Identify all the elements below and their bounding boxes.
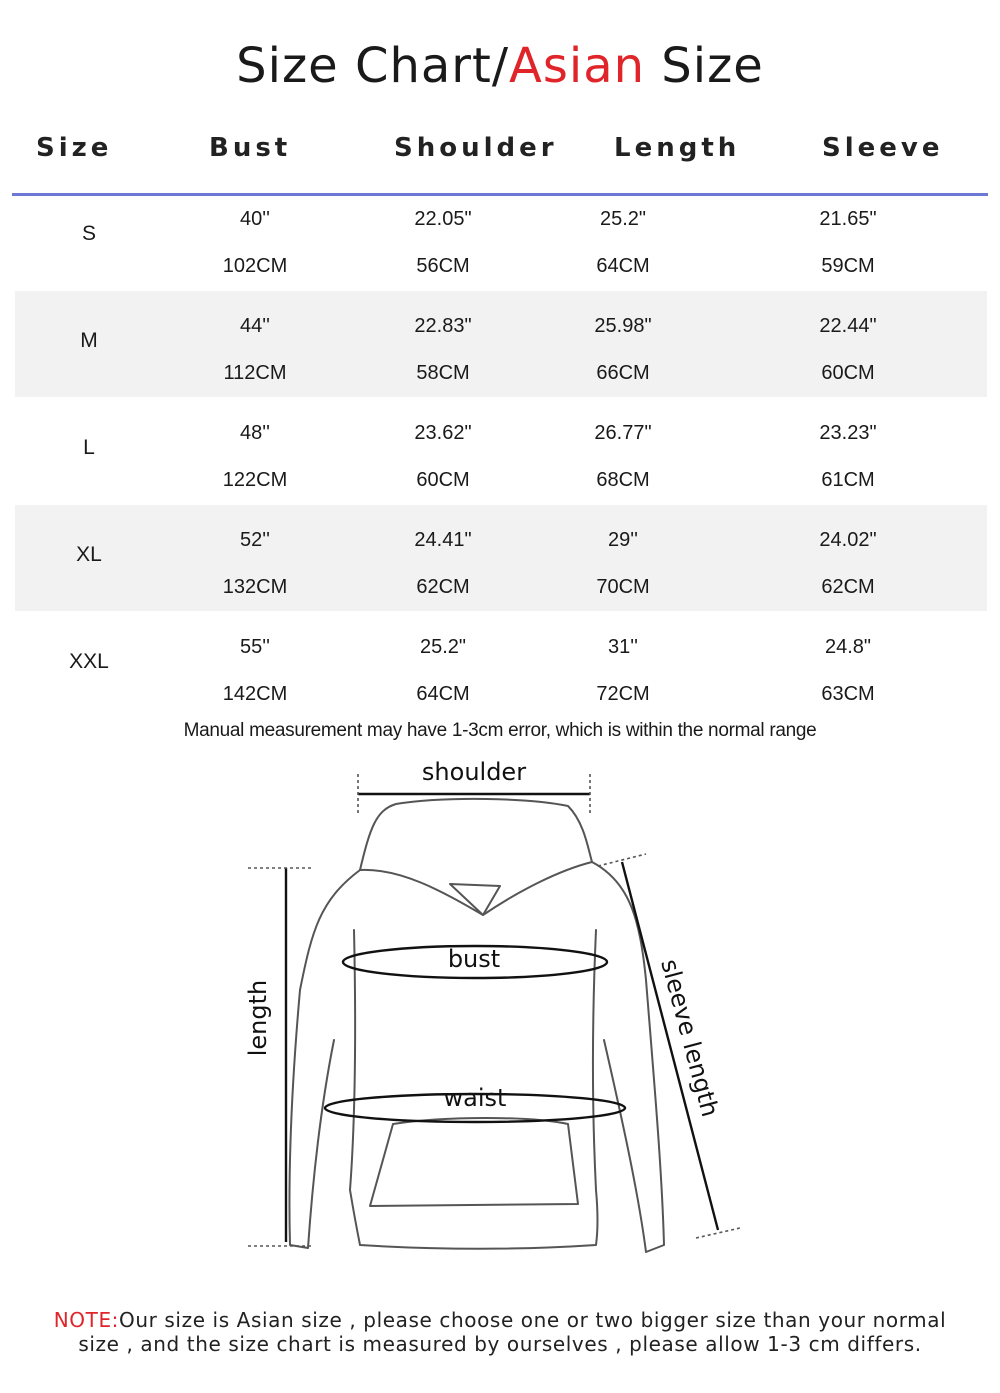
bust-inches-cell: 48'': [240, 422, 270, 444]
hoodie-outline: [289, 799, 664, 1252]
shoulder-cm-cell: 58CM: [416, 362, 470, 384]
size-label: S: [81, 222, 97, 245]
size-label: XL: [76, 543, 102, 566]
sleeve-cm-cell: 60CM: [821, 362, 875, 384]
bust-cm-cell: 102CM: [222, 255, 288, 277]
title-part-1: Size Chart/: [236, 38, 510, 94]
size-label: L: [83, 436, 95, 459]
length-cm-cell: 66CM: [596, 362, 650, 384]
sleeve-cm-cell: 61CM: [821, 469, 875, 491]
label-shoulder: shoulder: [421, 758, 527, 786]
length-cm-cell: 64CM: [596, 255, 650, 277]
label-waist: waist: [443, 1084, 507, 1112]
length-inches-cell: 29'': [608, 529, 638, 551]
shoulder-cm-cell: 56CM: [416, 255, 470, 277]
bust-cm-cell: 122CM: [222, 469, 288, 491]
length-cm-cell: 72CM: [596, 683, 650, 705]
label-sleeve-length: sleeve length: [655, 956, 725, 1120]
sleeve-inches-cell: 24.02": [819, 529, 877, 551]
shoulder-cm-cell: 62CM: [416, 576, 470, 598]
sleeve-cm-cell: 62CM: [821, 576, 875, 598]
title-part-3: Size: [645, 38, 764, 94]
page-title: [0, 38, 1000, 94]
footer-note: [0, 1308, 1000, 1356]
length-inches-cell: 26.77": [594, 422, 652, 444]
length-cm-cell: 68CM: [596, 469, 650, 491]
shoulder-inches-cell: 22.83": [414, 315, 472, 337]
shoulder-inches-cell: 25.2": [419, 636, 467, 658]
length-inches-cell: 25.98": [594, 315, 652, 337]
note-line-1: Our size is Asian size , please choose one or two bigger size than your normal: [119, 1308, 947, 1332]
measurement-note: Manual measurement may have 1-3cm error, which is within the normal range: [183, 720, 817, 741]
sleeve-inches-cell: 23.23": [819, 422, 877, 444]
header-divider: [12, 193, 988, 196]
header-length: Length: [614, 133, 741, 163]
shoulder-inches-cell: 22.05": [414, 208, 472, 230]
bust-inches-cell: 40'': [240, 208, 270, 230]
size-label: M: [80, 329, 98, 352]
label-bust: bust: [447, 945, 501, 973]
shoulder-inches-cell: 24.41": [414, 529, 472, 551]
header-bust: Bust: [209, 133, 292, 163]
shoulder-cm-cell: 64CM: [416, 683, 470, 705]
length-cm-cell: 70CM: [596, 576, 650, 598]
length-inches-cell: 31'': [608, 636, 638, 658]
sleeve-inches-cell: 24.8": [824, 636, 872, 658]
header-size: Size: [36, 133, 113, 163]
label-length: length: [244, 979, 272, 1057]
sleeve-cm-cell: 63CM: [821, 683, 875, 705]
note-line-2: size , and the size chart is measured by ourselves , please allow 1-3 cm differs.: [78, 1332, 922, 1356]
header-shoulder: Shoulder: [394, 133, 558, 163]
bust-cm-cell: 142CM: [222, 683, 288, 705]
bust-cm-cell: 132CM: [222, 576, 288, 598]
bust-inches-cell: 55'': [240, 636, 270, 658]
size-label: XXL: [69, 650, 109, 673]
bust-inches-cell: 52'': [240, 529, 270, 551]
sleeve-cm-cell: 59CM: [821, 255, 875, 277]
sleeve-inches-cell: 22.44": [819, 315, 877, 337]
note-label: NOTE:: [53, 1308, 120, 1332]
shoulder-inches-cell: 23.62": [414, 422, 472, 444]
title-highlight: Asian: [509, 38, 646, 94]
hoodie-diagram: [200, 750, 800, 1270]
sleeve-inches-cell: 21.65": [819, 208, 877, 230]
bust-cm-cell: 112CM: [223, 362, 287, 384]
header-sleeve: Sleeve: [822, 133, 944, 163]
length-inches-cell: 25.2": [599, 208, 647, 230]
shoulder-cm-cell: 60CM: [416, 469, 470, 491]
guide-ticks: [248, 774, 740, 1246]
bust-inches-cell: 44'': [240, 315, 270, 337]
